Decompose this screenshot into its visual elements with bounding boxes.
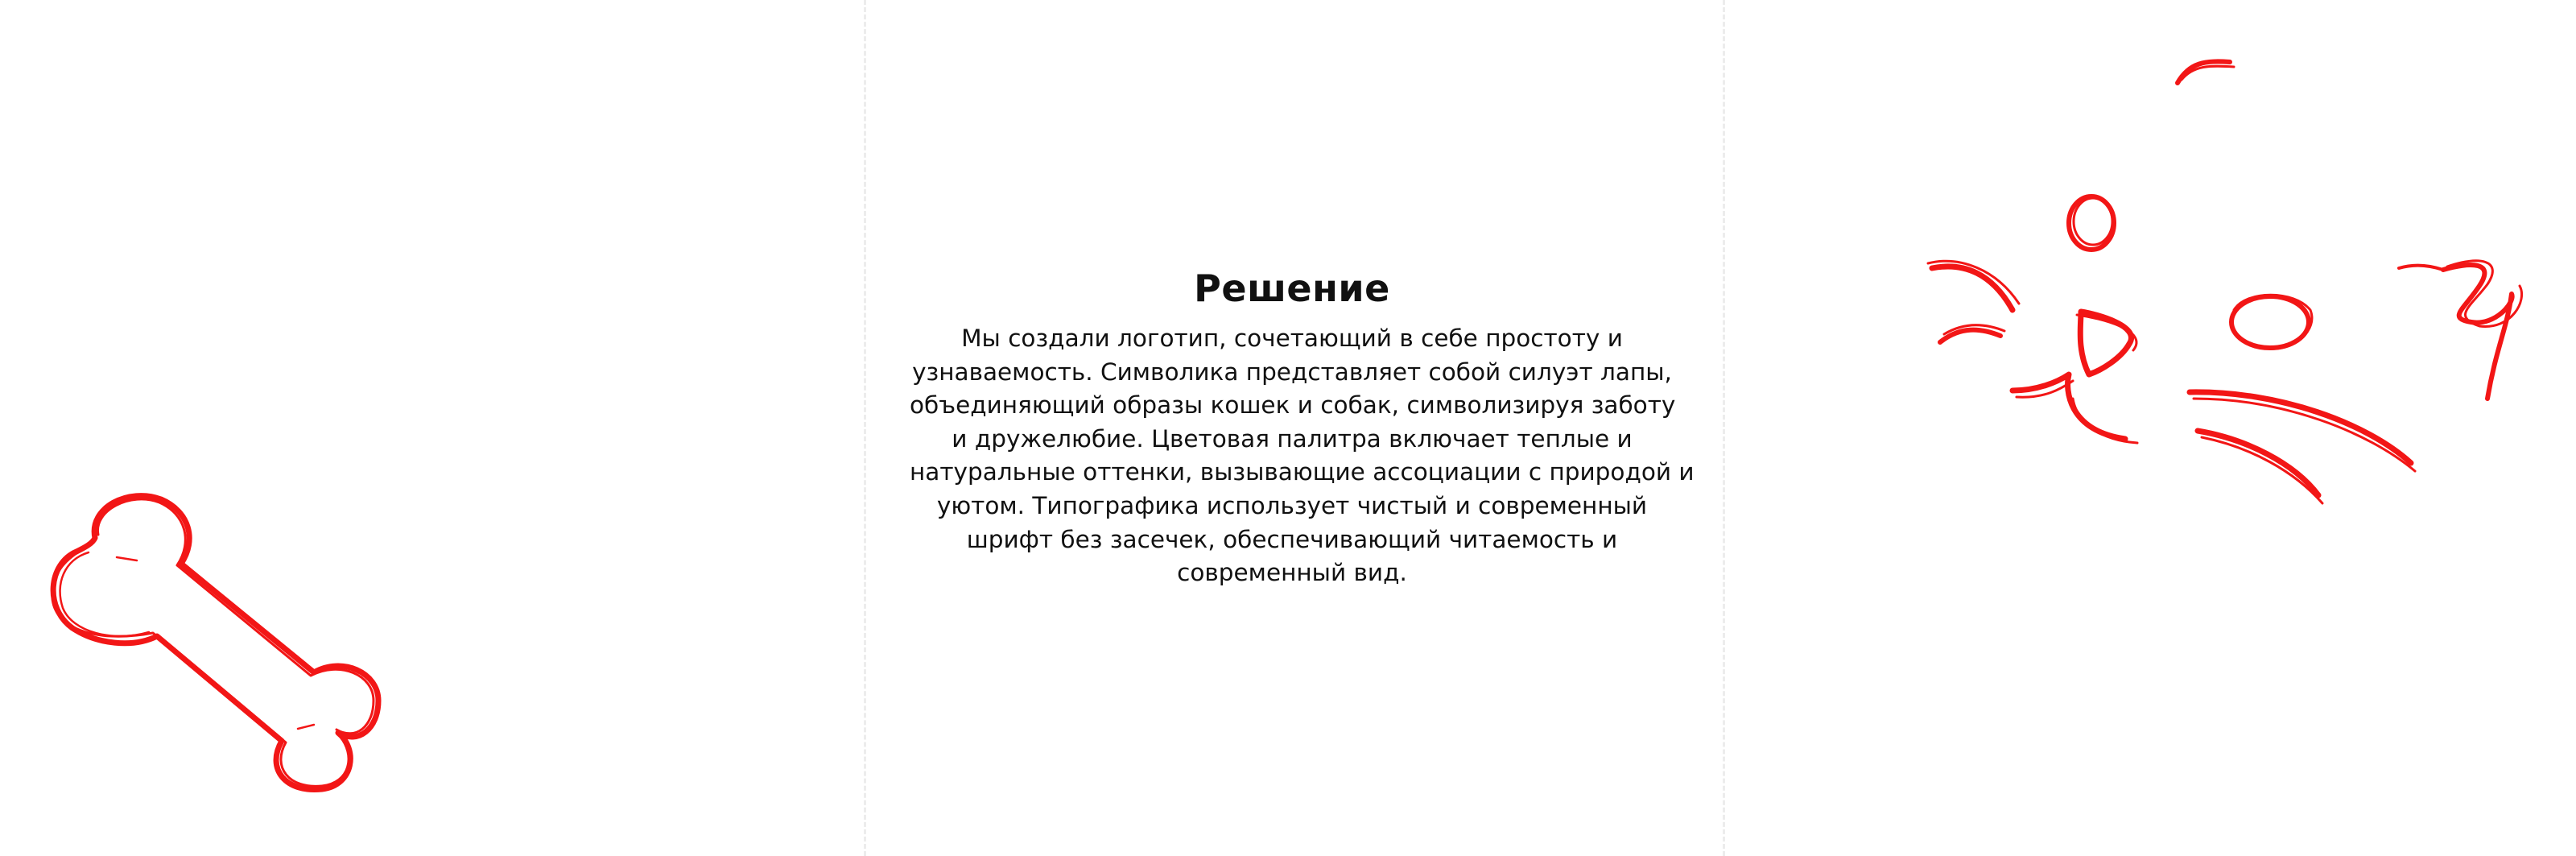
body-line: и дружелюбие. Цветовая палитра включает теплые и: [952, 424, 1633, 453]
body-line: натуральные оттенки, вызывающие ассоциации с природой и: [910, 458, 1695, 486]
body-line: объединяющий образы кошек и собак, символизируя заботу: [910, 391, 1676, 420]
body-line: уютом. Типографика использует чистый и современный: [936, 491, 1648, 519]
solution-text-block: [910, 256, 1695, 590]
body-line: Мы создали логотип, сочетающий в себе простоту и: [961, 325, 1623, 352]
body-line: шрифт без засечек, обеспечивающий читаемость и: [966, 525, 1618, 553]
body-line: узнаваемость. Символика представляет собой силуэт лапы,: [912, 358, 1672, 386]
column-divider-left: [864, 0, 866, 856]
column-divider-right: [1723, 0, 1725, 856]
section-title: Решение: [1194, 267, 1390, 310]
bone-outline: [52, 496, 378, 790]
face-strokes: [1928, 61, 2522, 503]
bone-sketch-illustration: [40, 483, 386, 813]
face-sketch-illustration: [1916, 44, 2528, 527]
body-line: современный вид.: [1177, 559, 1407, 587]
section-body: [910, 322, 1695, 590]
